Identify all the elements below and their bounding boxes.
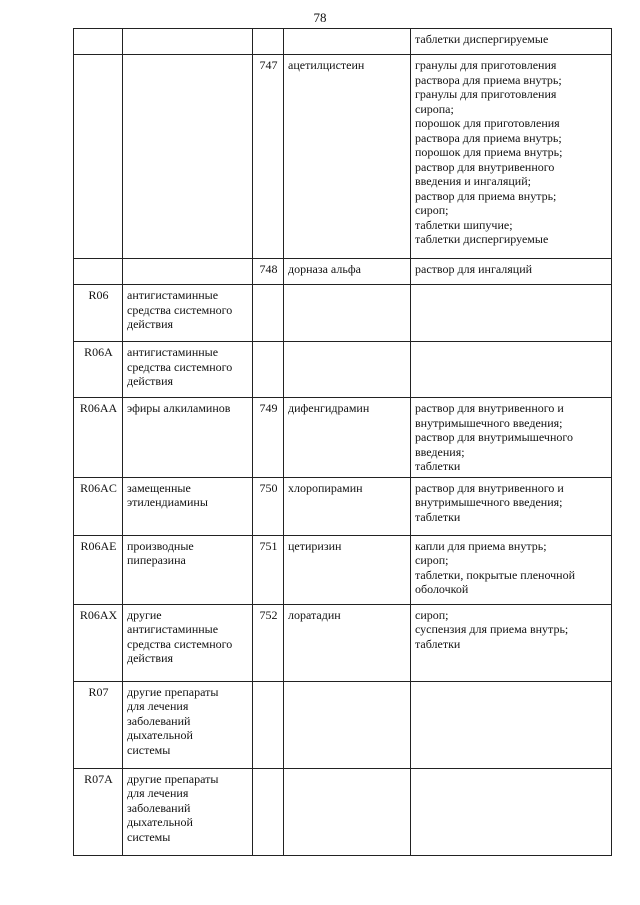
atc-group-cell-line: дыхательной xyxy=(127,728,193,742)
drug-name-cell: хлоропирамин xyxy=(284,477,411,535)
atc-group-cell-line: системы xyxy=(127,829,171,844)
dosage-forms-cell-line: таблетки диспергируемые xyxy=(415,232,549,246)
drug-number-cell: 750 xyxy=(253,477,284,535)
dosage-forms-cell xyxy=(411,477,612,535)
drug-number-cell xyxy=(253,285,284,342)
dosage-forms-cell xyxy=(411,259,612,285)
dosage-forms-cell-line: раствора для приема внутрь; xyxy=(415,130,562,145)
dosage-forms-cell xyxy=(411,342,612,398)
atc-group-cell xyxy=(123,55,253,259)
drug-name-cell xyxy=(284,285,411,342)
atc-code-cell: R06AA xyxy=(74,398,123,478)
drug-number-cell: 752 xyxy=(253,604,284,681)
atc-group-cell-line: антигистаминные xyxy=(127,622,219,636)
atc-group-cell-line: системы xyxy=(127,742,171,757)
dosage-forms-cell-line: сироп; xyxy=(415,607,449,622)
atc-group-cell-line: эфиры алкиламинов xyxy=(127,401,231,415)
dosage-forms-cell xyxy=(411,535,612,604)
dosage-forms-cell xyxy=(411,398,612,478)
atc-group-cell-line: для лечения xyxy=(127,699,189,713)
table-row xyxy=(74,477,612,535)
atc-code-cell: R06AC xyxy=(74,477,123,535)
table-row xyxy=(74,681,612,768)
atc-code-cell: R07A xyxy=(74,768,123,855)
dosage-forms-cell-line: таблетки xyxy=(415,459,461,473)
atc-group-cell-line: средства системного xyxy=(127,359,233,374)
page-number: 78 xyxy=(313,10,327,25)
drug-number-cell xyxy=(253,342,284,398)
atc-group-cell-line: другие препараты xyxy=(127,771,219,786)
dosage-forms-cell-line: таблетки, покрытые пленочной xyxy=(415,567,576,582)
atc-group-cell xyxy=(123,259,253,285)
table-row xyxy=(74,398,612,478)
dosage-forms-cell-line: суспензия для приема внутрь; xyxy=(415,622,569,636)
drug-name-cell: ацетилцистеин xyxy=(284,55,411,259)
table-row xyxy=(74,768,612,855)
dosage-forms-cell-line: раствор для внутривенного xyxy=(415,159,555,174)
dosage-forms-cell-line: раствор для приема внутрь; xyxy=(415,188,557,203)
table-row xyxy=(74,29,612,55)
atc-group-cell xyxy=(123,681,253,768)
atc-group-cell-line: заболеваний xyxy=(127,800,191,815)
atc-code-cell: R06 xyxy=(74,285,123,342)
dosage-forms-cell-line: раствор для внутривенного и xyxy=(415,401,564,415)
atc-group-cell-line: дыхательной xyxy=(127,815,193,829)
dosage-forms-cell-line: введения; xyxy=(415,444,465,459)
dosage-forms-cell-line: раствора для приема внутрь; xyxy=(415,72,562,87)
dosage-forms-cell-line: внутримышечного введения; xyxy=(415,495,563,509)
drug-number-cell: 749 xyxy=(253,398,284,478)
atc-group-cell-line: пиперазина xyxy=(127,553,186,567)
dosage-forms-cell-line: раствор для внутримышечного xyxy=(415,430,573,444)
dosage-forms-cell-line: сироп; xyxy=(415,553,449,567)
drug-name-cell xyxy=(284,768,411,855)
atc-code-cell xyxy=(74,29,123,55)
table-row xyxy=(74,604,612,681)
dosage-forms-cell-line: порошок для приготовления xyxy=(415,116,560,130)
dosage-forms-cell-line: внутримышечного введения; xyxy=(415,415,563,430)
dosage-forms-cell-line: раствор для внутривенного и xyxy=(415,480,564,495)
drug-table xyxy=(73,28,612,856)
dosage-forms-cell xyxy=(411,285,612,342)
atc-group-cell-line: заболеваний xyxy=(127,713,191,728)
atc-group-cell-line: средства системного xyxy=(127,636,233,651)
atc-group-cell-line: другие xyxy=(127,607,162,622)
atc-group-cell xyxy=(123,604,253,681)
table-row xyxy=(74,55,612,259)
dosage-forms-cell-line: сиропа; xyxy=(415,101,454,116)
drug-name-cell: дорназа альфа xyxy=(284,259,411,285)
drug-number-cell: 747 xyxy=(253,55,284,259)
atc-code-cell: R07 xyxy=(74,681,123,768)
atc-group-cell-line: антигистаминные xyxy=(127,345,219,359)
drug-name-cell xyxy=(284,342,411,398)
atc-code-cell: R06AX xyxy=(74,604,123,681)
drug-number-cell: 748 xyxy=(253,259,284,285)
drug-number-cell xyxy=(253,768,284,855)
dosage-forms-cell xyxy=(411,604,612,681)
dosage-forms-cell-line: таблетки xyxy=(415,509,461,524)
atc-group-cell xyxy=(123,342,253,398)
drug-name-cell: лоратадин xyxy=(284,604,411,681)
atc-group-cell-line: другие препараты xyxy=(127,684,219,699)
dosage-forms-cell-line: введения и ингаляций; xyxy=(415,174,531,188)
dosage-forms-cell-line: раствор для ингаляций xyxy=(415,262,533,276)
dosage-forms-cell-line: капли для приема внутрь; xyxy=(415,538,547,553)
table-row xyxy=(74,259,612,285)
dosage-forms-cell-line: таблетки шипучие; xyxy=(415,217,513,232)
atc-group-cell xyxy=(123,535,253,604)
atc-group-cell-line: антигистаминные xyxy=(127,288,219,302)
dosage-forms-cell xyxy=(411,681,612,768)
table-body xyxy=(74,29,612,856)
atc-group-cell-line: действия xyxy=(127,651,174,665)
dosage-forms-cell-line: оболочкой xyxy=(415,582,469,596)
atc-group-cell xyxy=(123,285,253,342)
atc-code-cell: R06A xyxy=(74,342,123,398)
drug-number-cell: 751 xyxy=(253,535,284,604)
dosage-forms-cell xyxy=(411,29,612,55)
atc-group-cell-line: замещенные xyxy=(127,480,191,495)
atc-group-cell xyxy=(123,398,253,478)
atc-group-cell xyxy=(123,29,253,55)
drug-name-cell xyxy=(284,681,411,768)
atc-code-cell xyxy=(74,259,123,285)
drug-number-cell xyxy=(253,29,284,55)
drug-name-cell: дифенгидрамин xyxy=(284,398,411,478)
table-row xyxy=(74,342,612,398)
drug-name-cell xyxy=(284,29,411,55)
table-row xyxy=(74,535,612,604)
dosage-forms-cell xyxy=(411,55,612,259)
atc-group-cell xyxy=(123,768,253,855)
dosage-forms-cell-line: сироп; xyxy=(415,203,449,217)
dosage-forms-cell-line: таблетки xyxy=(415,636,461,651)
atc-code-cell: R06AE xyxy=(74,535,123,604)
atc-group-cell-line: действия xyxy=(127,374,174,388)
atc-group-cell xyxy=(123,477,253,535)
dosage-forms-cell-line: порошок для приема внутрь; xyxy=(415,145,563,159)
atc-group-cell-line: производные xyxy=(127,538,194,553)
atc-group-cell-line: этилендиамины xyxy=(127,495,208,509)
dosage-forms-cell xyxy=(411,768,612,855)
table-row xyxy=(74,285,612,342)
dosage-forms-cell-line: таблетки диспергируемые xyxy=(415,32,549,46)
drug-number-cell xyxy=(253,681,284,768)
atc-code-cell xyxy=(74,55,123,259)
atc-group-cell-line: средства системного xyxy=(127,302,233,317)
dosage-forms-cell-line: гранулы для приготовления xyxy=(415,58,557,72)
atc-group-cell-line: действия xyxy=(127,317,174,331)
dosage-forms-cell-line: гранулы для приготовления xyxy=(415,87,557,101)
drug-name-cell: цетиризин xyxy=(284,535,411,604)
atc-group-cell-line: для лечения xyxy=(127,786,189,800)
